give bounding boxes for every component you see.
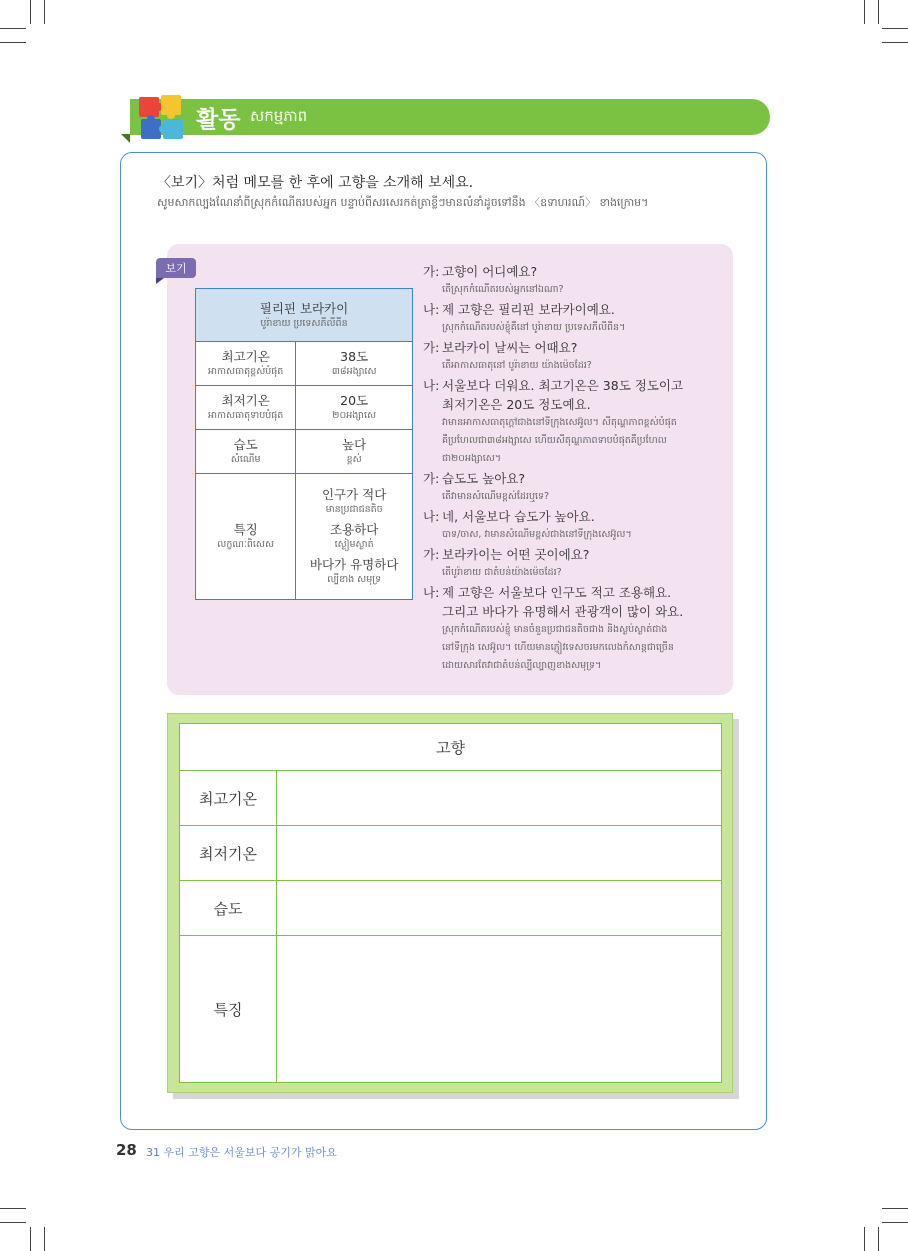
dialogue-turn <box>423 262 733 299</box>
table-row <box>196 386 413 430</box>
dialogue-turn <box>423 300 733 337</box>
dialogue-line: 보라카이는 어떤 곳이에요? <box>442 547 590 562</box>
table-row <box>180 771 722 826</box>
table-row <box>180 826 722 881</box>
dialogue-line: 최저기온은 20도 정도예요. <box>442 397 591 412</box>
table-row <box>180 881 722 936</box>
memo-table-title: 필리핀 보라카이 បូរ៉ាខាយ ប្រទេសភីលីពីន <box>196 289 413 342</box>
worksheet-row-label: 특징 <box>180 936 277 1083</box>
worksheet-row-label: 최저기온 <box>180 826 277 881</box>
dialogue-turn <box>423 507 733 544</box>
row-label: 최저기온 អាកាសធាតុទាបបំផុត <box>196 386 296 430</box>
dialogue-line: 보라카이 날씨는 어때요? <box>442 340 578 355</box>
dialogue-line: 제 고향은 서울보다 인구도 적고 조용해요. <box>442 585 672 600</box>
dialogue-translation: គឺប្រហែលជា៣៨អង្សាសេ ហើយសីតុណ្ហភាពទាបបំផុតគឺប្រហែល <box>442 435 667 446</box>
row-label: 특징 លក្ខណៈពិសេស <box>196 474 296 600</box>
instruction-korean: 〈보기〉처럼 메모를 한 후에 고향을 소개해 보세요. <box>157 175 474 191</box>
example-tag: 보기 <box>156 258 196 278</box>
activity-title: 활동 <box>196 107 241 133</box>
activity-subtitle: សកម្មភាព <box>250 107 308 125</box>
table-row <box>180 936 722 1083</box>
dialogue-translation: តើបូរ៉ាខាយ ជាតំបន់យ៉ាងម៉េចដែរ? <box>442 567 562 578</box>
row-value: 인구가 적다 មានប្រជាជនតិច 조용하다 ស្ងៀមស្ងាត់ 바다가 유명하다 ល្បីខាង សមុទ្រ <box>296 474 413 600</box>
row-value: 20도 ២០អង្សាសេ <box>296 386 413 430</box>
dialogue-translation: នៅទីក្រុង សេអ៊ូល។ ហើយមានភ្ញៀវទេសចរមកលេងកំសាន្តជាច្រើន <box>442 642 674 653</box>
example-memo-table <box>195 288 413 600</box>
dialogue-turn <box>423 545 733 582</box>
lesson-title: 31 우리 고향은 서울보다 공기가 맑아요 <box>146 1146 337 1159</box>
speaker-label: 나: <box>423 585 440 600</box>
dialogue-turn <box>423 338 733 375</box>
instruction-khmer: សូមសាកល្បងណែនាំពីស្រុកកំណើតរបស់អ្នក បន្ទាប់ពីសរសេរកត់ត្រាខ្លីៗមានលំនាំដូចទៅនឹង 〈ឧទាហរណ៍〉 ខាងក្រោម។ <box>157 196 649 209</box>
dialogue-turn <box>423 469 733 506</box>
dialogue-translation: បាទ/ចាស, វាមានសំណើមខ្ពស់ជាងនៅទីក្រុងសេអ៊ូល។ <box>442 529 632 540</box>
puzzle-icon <box>136 92 186 142</box>
worksheet-answer-cell[interactable] <box>277 936 722 1083</box>
dialogue-turn <box>423 583 733 675</box>
dialogue-line: 고향이 어디예요? <box>442 264 538 279</box>
banner-fold <box>121 134 130 143</box>
worksheet-answer-cell[interactable] <box>277 881 722 936</box>
speaker-label: 가: <box>423 264 440 279</box>
dialogue-translation: តើអាកាសធាតុនៅ បូរ៉ាខាយ យ៉ាងម៉េចដែរ? <box>442 360 592 371</box>
dialogue-line: 그리고 바다가 유명해서 관광객이 많이 와요. <box>442 604 684 619</box>
speaker-label: 가: <box>423 547 440 562</box>
dialogue-translation: តើវាមានសំណើមខ្ពស់ដែរឬទេ? <box>442 491 550 502</box>
example-tag-tail <box>156 278 164 284</box>
speaker-label: 가: <box>423 340 440 355</box>
speaker-label: 나: <box>423 509 440 524</box>
dialogue-translation: វាមានអាកាសធាតុក្តៅជាងនៅទីក្រុងសេអ៊ូល។ សីតុណ្ហភាពខ្ពស់បំផុត <box>442 417 677 428</box>
dialogue-translation: ស្រុកកំណើតរបស់ខ្ញុំ មានចំនួនប្រជាជនតិចជាង និងស្ងប់ស្ងាត់ជាង <box>442 624 668 635</box>
worksheet-row-label: 습도 <box>180 881 277 936</box>
example-dialogue <box>423 262 733 676</box>
dialogue-turn <box>423 376 733 468</box>
dialogue-line: 네, 서울보다 습도가 높아요. <box>442 509 595 524</box>
worksheet-row-label: 최고기온 <box>180 771 277 826</box>
dialogue-translation: តើស្រុកកំណើតរបស់អ្នកនៅឯណា? <box>442 284 564 295</box>
row-value: 높다 ខ្ពស់ <box>296 430 413 474</box>
table-row-features <box>196 474 413 600</box>
row-label: 최고기온 អាកាសធាតុខ្ពស់បំផុត <box>196 342 296 386</box>
dialogue-translation: ជា២០អង្សាសេ។ <box>442 453 502 464</box>
page-number: 28 <box>116 1141 137 1159</box>
worksheet-table <box>179 723 722 1083</box>
row-label: 습도 សំណើម <box>196 430 296 474</box>
speaker-label: 나: <box>423 378 440 393</box>
dialogue-line: 제 고향은 필리핀 보라카이예요. <box>442 302 615 317</box>
table-row <box>196 430 413 474</box>
row-value: 38도 ៣៨អង្សាសេ <box>296 342 413 386</box>
dialogue-translation: ដោយសារតែវាជាតំបន់ល្បីល្បាញខាងសមុទ្រ។ <box>442 660 602 671</box>
worksheet-answer-cell[interactable] <box>277 771 722 826</box>
speaker-label: 나: <box>423 302 440 317</box>
worksheet-answer-cell[interactable] <box>277 826 722 881</box>
speaker-label: 가: <box>423 471 440 486</box>
dialogue-line: 서울보다 더워요. 최고기온은 38도 정도이고 <box>442 378 684 393</box>
dialogue-translation: ស្រុកកំណើតរបស់ខ្ញុំគឺនៅ បូរ៉ាខាយ ប្រទេសភីលីពីន។ <box>442 322 626 333</box>
dialogue-line: 습도도 높아요? <box>442 471 526 486</box>
worksheet-title: 고향 <box>180 724 722 771</box>
table-row <box>196 342 413 386</box>
